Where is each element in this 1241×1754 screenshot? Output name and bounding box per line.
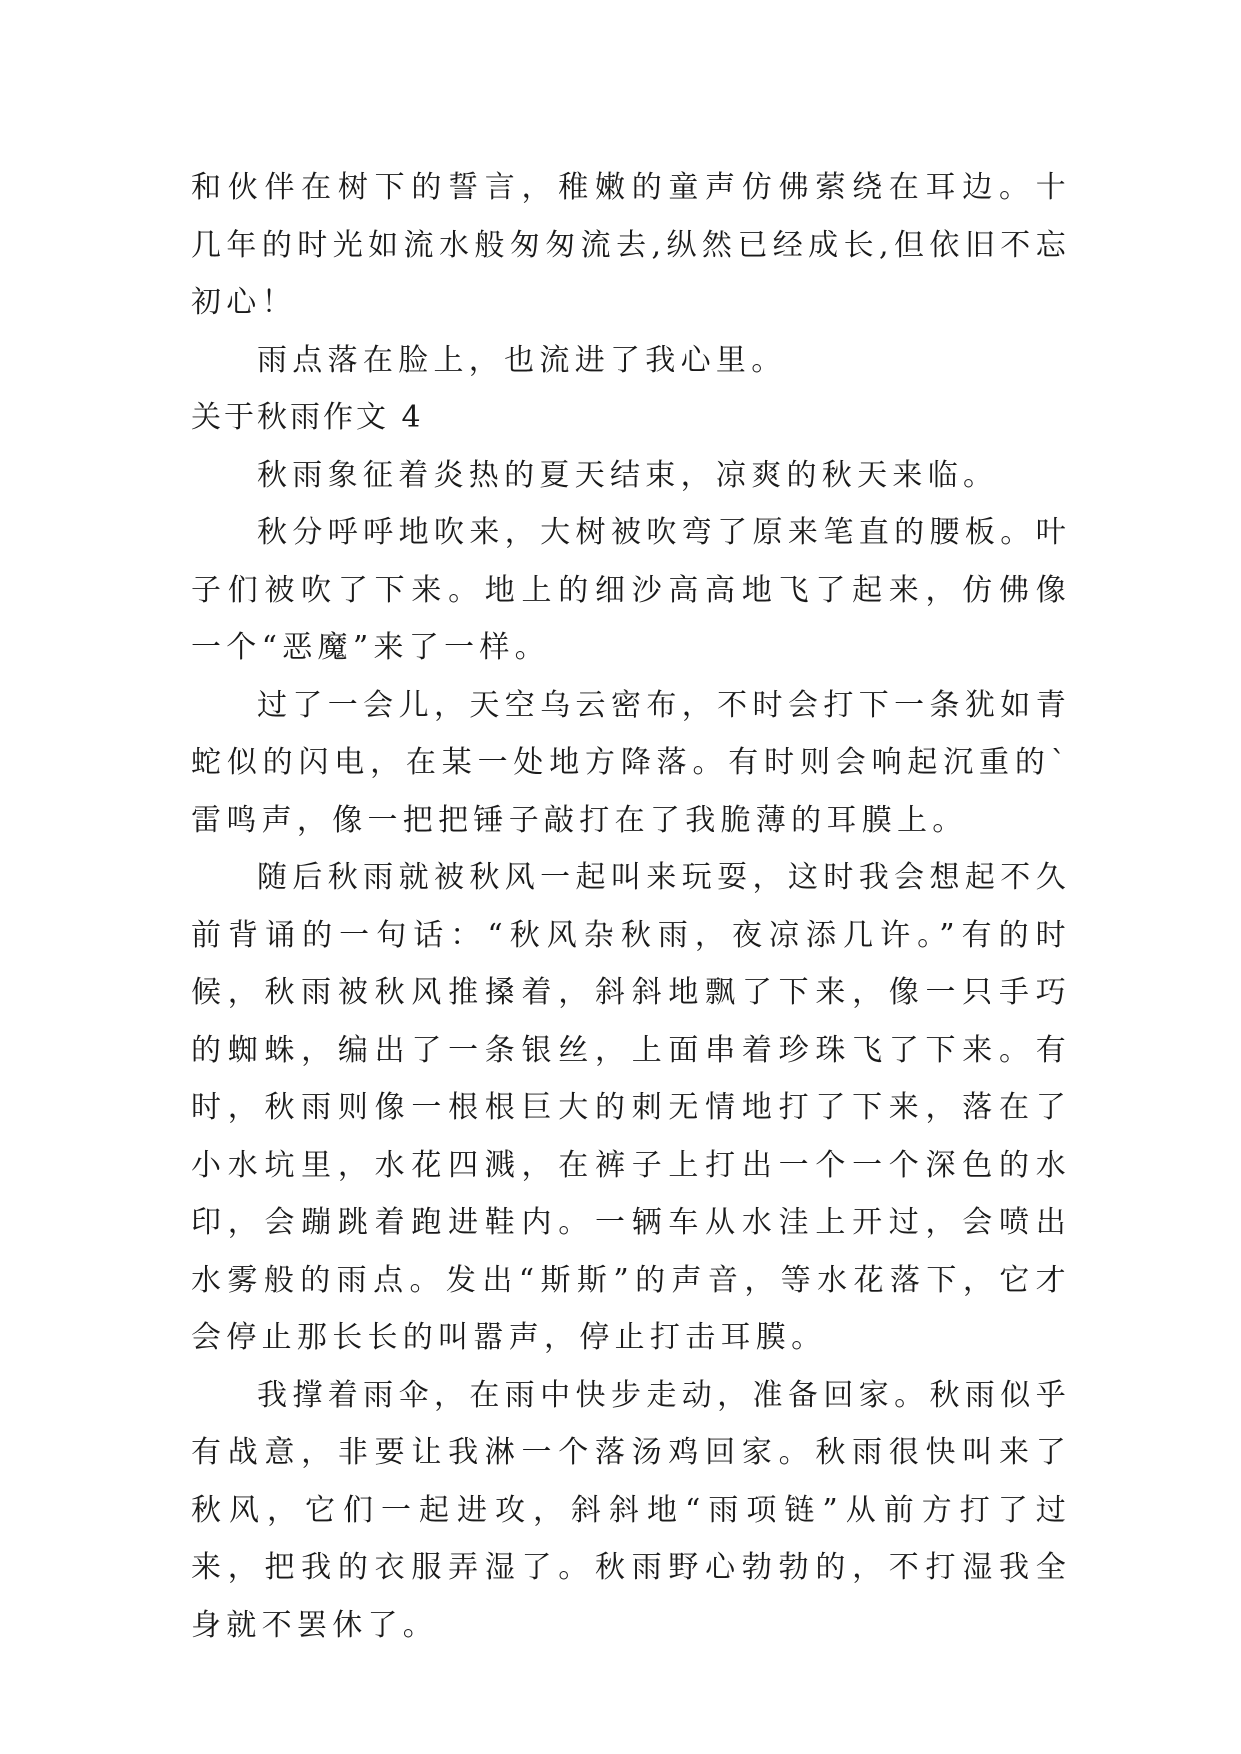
document-body <box>191 159 1071 1654</box>
paragraph: 随后秋雨就被秋风一起叫来玩耍，这时我会想起不久前背诵的一句话：“秋风杂秋雨，夜凉添几许。”有的时候，秋雨被秋风推搡着，斜斜地飘了下来，像一只手巧的蜘蛛，编出了一条银丝，上面串着珍珠飞了下来。有时，秋雨则像一根根巨大的刺无情地打了下来，落在了小水坑里，水花四溅，在裤子上打出一个一个深色的水印，会蹦跳着跑进鞋内。一辆车从水洼上开过，会喷出水雾般的雨点。发出“斯斯”的声音，等水花落下，它才会停止那长长的叫嚣声，停止打击耳膜。 <box>191 860 1071 1355</box>
paragraph: 雨点落在脸上，也流进了我心里。 <box>257 342 787 378</box>
paragraph: 秋雨象征着炎热的夏天结束，凉爽的秋天来临。 <box>257 457 999 493</box>
paragraph: 我撑着雨伞，在雨中快步走动，准备回家。秋雨似乎有战意，非要让我淋一个落汤鸡回家。秋雨很快叫来了秋风，它们一起进攻，斜斜地“雨项链”从前方打了过来，把我的衣服弄湿了。秋雨野心勃勃的，不打湿我全身就不罢休了。 <box>191 1377 1071 1643</box>
paragraph: 过了一会儿，天空乌云密布，不时会打下一条犹如青蛇似的闪电，在某一处地方降落。有时则会响起沉重的`雷鸣声，像一把把锤子敲打在了我脆薄的耳膜上。 <box>191 687 1071 838</box>
section-heading: 关于秋雨作文 4 <box>191 400 424 435</box>
paragraph-continued: 和伙伴在树下的誓言，稚嫩的童声仿佛萦绕在耳边。十几年的时光如流水般匆匆流去,纵然已经成长,但依旧不忘初心！ <box>191 170 1071 320</box>
paragraph: 秋分呼呼地吹来，大树被吹弯了原来笔直的腰板。叶子们被吹了下来。地上的细沙高高地飞了起来，仿佛像一个“恶魔”来了一样。 <box>191 515 1071 665</box>
